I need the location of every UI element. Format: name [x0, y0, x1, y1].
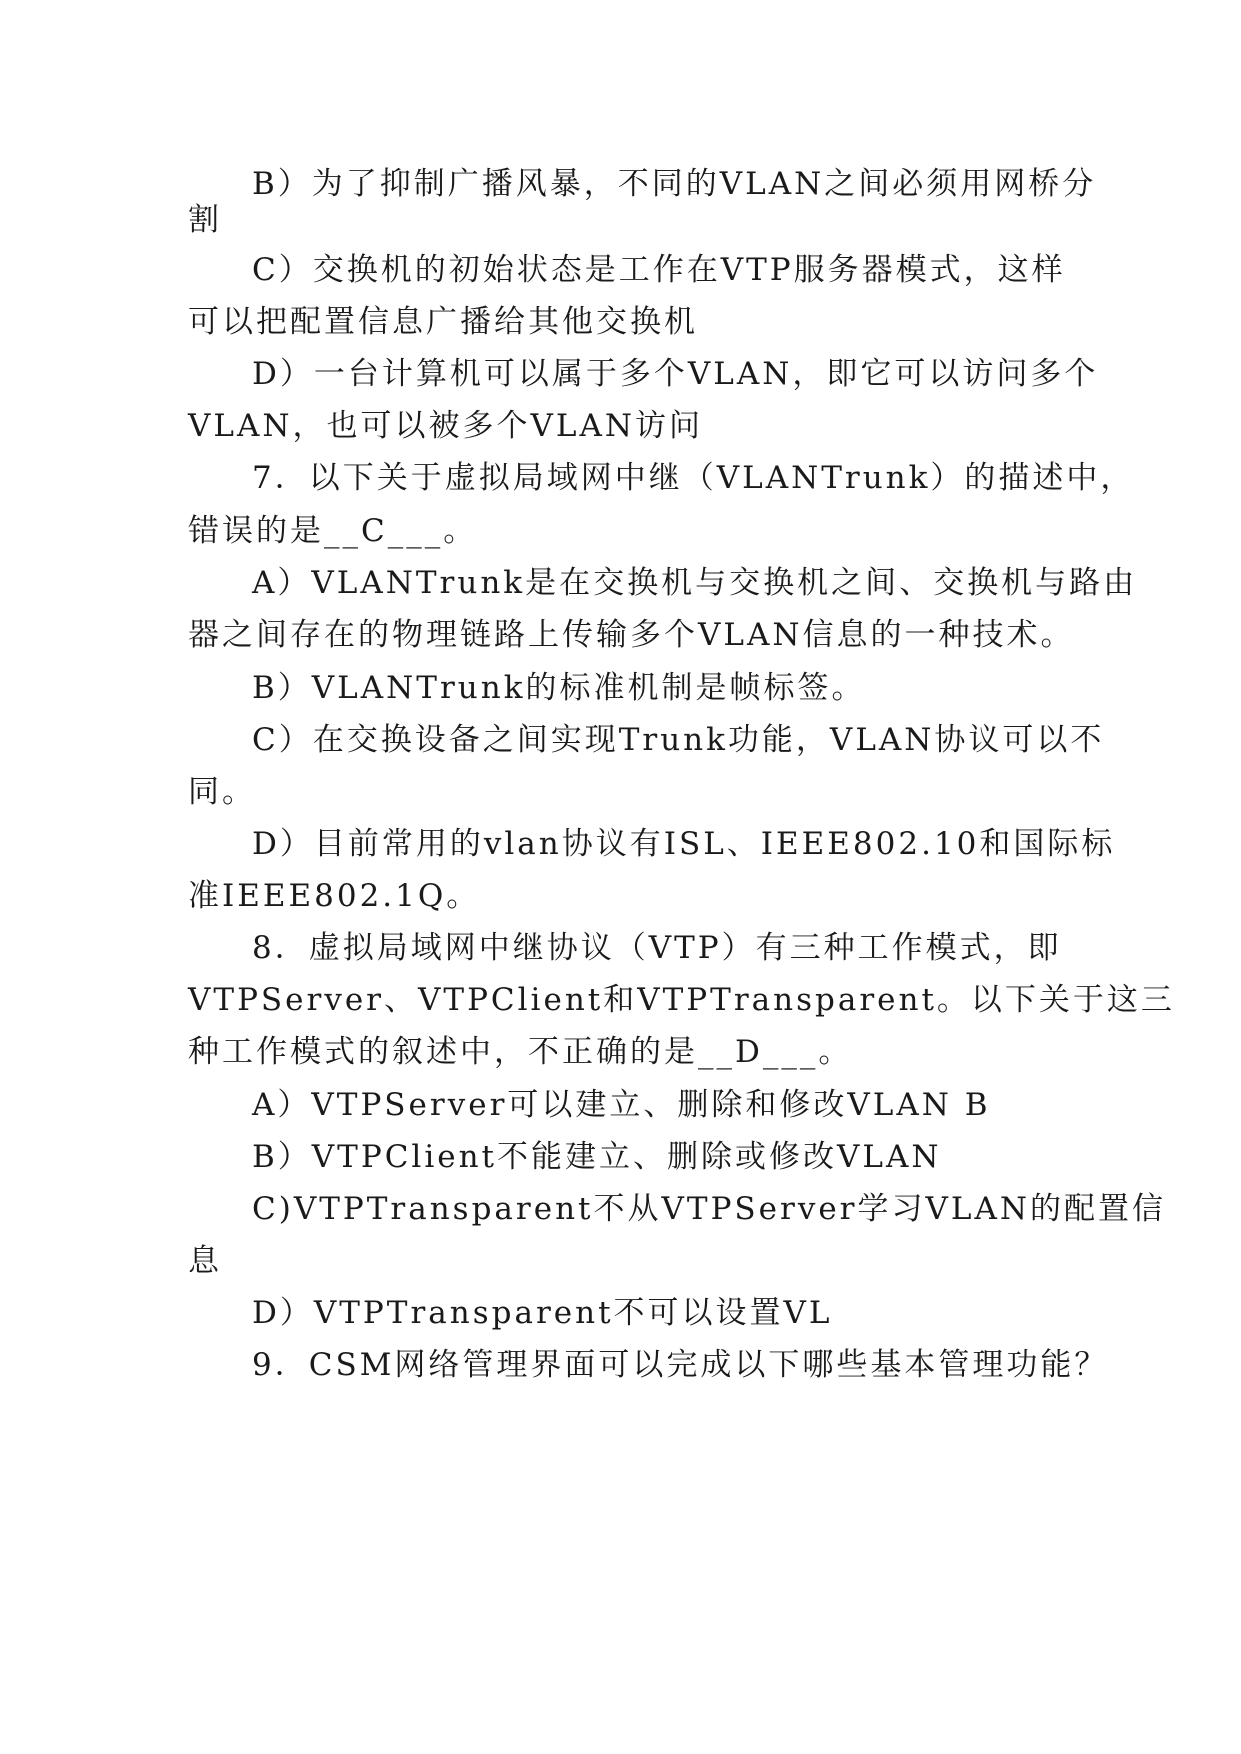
text-line: 息	[188, 1243, 222, 1279]
text-line: B）为了抑制广播风暴，不同的VLAN之间必须用网桥分	[252, 166, 1097, 202]
text-line: A）VTPServer可以建立、删除和修改VLAN B	[252, 1087, 991, 1123]
text-line: 器之间存在的物理链路上传输多个VLAN信息的一种技术。	[188, 617, 1075, 653]
text-line: A）VLANTrunk是在交换机与交换机之间、交换机与路由	[252, 565, 1138, 601]
text-line: 错误的是__C___。	[188, 513, 478, 549]
text-line: D）一台计算机可以属于多个VLAN，即它可以访问多个	[252, 356, 1099, 392]
text-line: 9．CSM网络管理界面可以完成以下哪些基本管理功能？	[252, 1347, 1109, 1383]
text-line: D）目前常用的vlan协议有ISL、IEEE802.10和国际标	[252, 826, 1116, 862]
text-line: 准IEEE802.1Q。	[188, 878, 481, 914]
text-line: 种工作模式的叙述中，不正确的是__D___。	[188, 1034, 853, 1070]
text-line: C）交换机的初始状态是工作在VTP服务器模式，这样	[252, 252, 1066, 288]
text-line: 可以把配置信息广播给其他交换机	[188, 304, 698, 340]
text-line: VTPServer、VTPClient和VTPTransparent。以下关于这三	[188, 982, 1175, 1018]
text-line: B）VLANTrunk的标准机制是帧标签。	[252, 670, 866, 706]
text-line: C）在交换设备之间实现Trunk功能，VLAN协议可以不	[252, 722, 1105, 758]
text-line: 7．以下关于虚拟局域网中继（VLANTrunk）的描述中，	[252, 460, 1135, 496]
text-line: B）VTPClient不能建立、删除或修改VLAN	[252, 1139, 942, 1175]
text-line: D）VTPTransparent不可以设置VL	[252, 1295, 833, 1331]
text-line: C)VTPTransparent不从VTPServer学习VLAN的配置信	[252, 1191, 1166, 1227]
text-line: 割	[188, 202, 222, 238]
text-line: 同。	[188, 774, 256, 810]
text-line: 8．虚拟局域网中继协议（VTP）有三种工作模式，即	[252, 930, 1062, 966]
text-line: VLAN，也可以被多个VLAN访问	[188, 408, 703, 444]
